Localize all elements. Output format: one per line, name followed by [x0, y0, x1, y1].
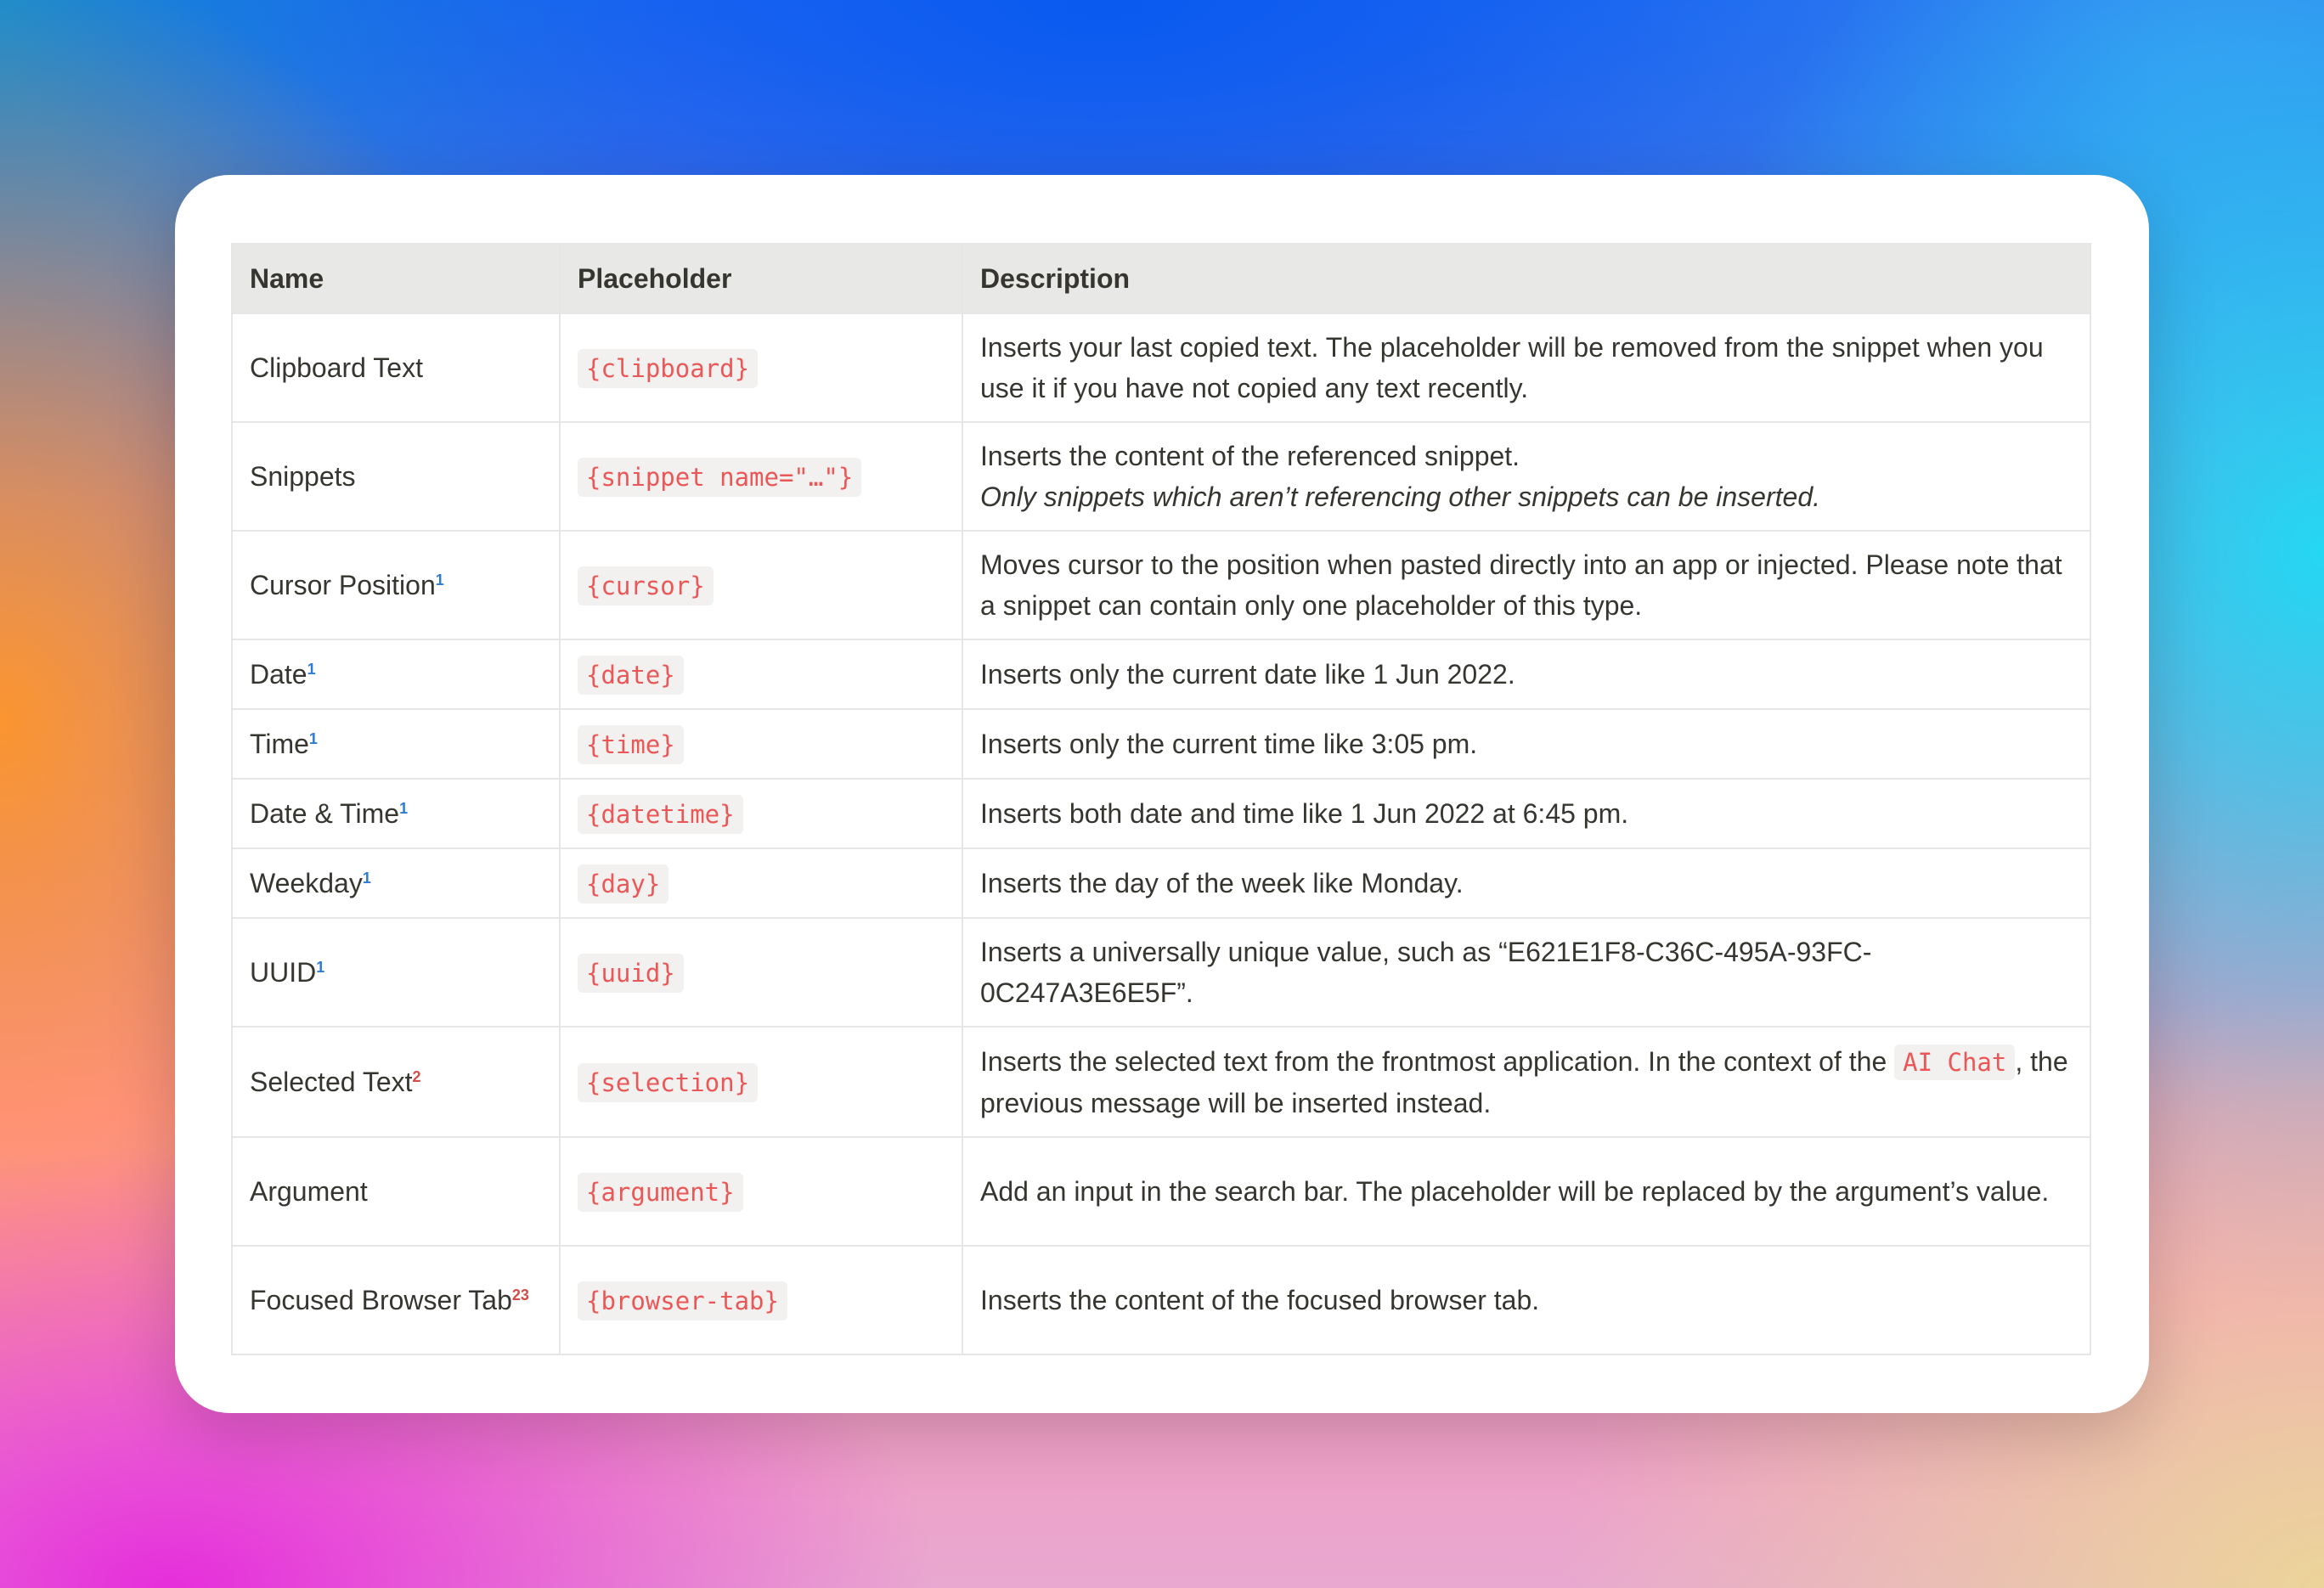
footnote-marker[interactable]: 1 [308, 730, 318, 747]
row-name [232, 1246, 560, 1354]
row-placeholder [560, 779, 962, 848]
table-row [232, 918, 2090, 1027]
row-placeholder [560, 639, 962, 709]
table-row [232, 639, 2090, 709]
table-row [232, 1027, 2090, 1137]
table-row [232, 422, 2090, 531]
row-placeholder [560, 848, 962, 918]
placeholder-code[interactable]: {selection} [578, 1063, 758, 1102]
row-placeholder [560, 709, 962, 779]
table-row [232, 1137, 2090, 1246]
row-name [232, 1137, 560, 1246]
table-row [232, 313, 2090, 422]
header-placeholder: Placeholder [560, 244, 962, 313]
row-name [232, 313, 560, 422]
row-name-text: Selected Text [250, 1067, 413, 1097]
row-placeholder [560, 422, 962, 531]
row-name-text: Focused Browser Tab [250, 1285, 512, 1315]
description-text: Inserts the selected text from the frontmost application. In the context of the [980, 1045, 1895, 1077]
row-description [962, 1027, 2090, 1137]
row-name [232, 422, 560, 531]
header-description: Description [962, 244, 2090, 313]
row-name [232, 639, 560, 709]
row-placeholder [560, 531, 962, 639]
placeholder-code[interactable]: {time} [578, 725, 684, 764]
placeholder-code[interactable]: {argument} [578, 1173, 743, 1212]
placeholder-code[interactable]: {date} [578, 656, 684, 695]
row-description [962, 422, 2090, 531]
row-name [232, 848, 560, 918]
row-name-text: Date & Time [250, 798, 400, 829]
footnote-marker[interactable]: 1 [362, 870, 371, 887]
row-placeholder [560, 918, 962, 1027]
content-card [175, 175, 2149, 1413]
row-name [232, 779, 560, 848]
row-name [232, 918, 560, 1027]
table-row [232, 1246, 2090, 1354]
row-description: Inserts your last copied text. The placeholder will be removed from the snippet when you use it if you have not copied any text recently. [962, 313, 2090, 422]
ai-chat-code: AI Chat [1894, 1045, 2015, 1080]
description-text: Inserts the content of the referenced snippet. [980, 441, 1520, 471]
row-name-text: Weekday [250, 868, 363, 898]
row-description: Inserts only the current time like 3:05 pm. [962, 709, 2090, 779]
row-placeholder [560, 1246, 962, 1354]
row-name [232, 1027, 560, 1137]
row-description: Inserts both date and time like 1 Jun 2022 at 6:45 pm. [962, 779, 2090, 848]
placeholder-code[interactable]: {clipboard} [578, 349, 758, 388]
placeholder-code[interactable]: {day} [578, 864, 668, 904]
row-name-text: Snippets [250, 461, 356, 492]
row-placeholder [560, 1027, 962, 1137]
row-name-text: UUID [250, 957, 317, 988]
table-row [232, 709, 2090, 779]
footnote-marker[interactable]: 1 [316, 959, 325, 976]
row-name [232, 531, 560, 639]
row-name-text: Cursor Position [250, 570, 436, 600]
footnote-marker[interactable]: 23 [511, 1287, 529, 1304]
row-placeholder [560, 1137, 962, 1246]
row-description: Add an input in the search bar. The placeholder will be replaced by the argument’s value. [962, 1137, 2090, 1246]
placeholder-code[interactable]: {uuid} [578, 954, 684, 993]
table-row [232, 779, 2090, 848]
footnote-marker[interactable]: 2 [412, 1068, 421, 1085]
header-name: Name [232, 244, 560, 313]
row-description: Inserts the content of the focused browser tab. [962, 1246, 2090, 1354]
row-name-text: Date [250, 659, 307, 690]
row-description: Inserts the day of the week like Monday. [962, 848, 2090, 918]
description-text-end: , the previous message will be inserted instead. [980, 1045, 2068, 1118]
placeholder-code[interactable]: {browser-tab} [578, 1281, 787, 1321]
description-note: Only snippets which aren’t referencing other snippets can be inserted. [980, 481, 1820, 512]
placeholder-code[interactable]: {snippet name="…"} [578, 458, 861, 497]
row-name-text: Time [250, 729, 309, 759]
row-description: Inserts only the current date like 1 Jun 2022. [962, 639, 2090, 709]
row-name-text: Clipboard Text [250, 352, 423, 383]
footnote-marker[interactable]: 1 [399, 800, 409, 817]
placeholders-table [231, 243, 2091, 1355]
footnote-marker[interactable]: 1 [307, 661, 316, 678]
table-header-row [232, 244, 2090, 313]
row-description: Moves cursor to the position when pasted directly into an app or injected. Please note that a snippet can contain only one placeholder of this type. [962, 531, 2090, 639]
placeholder-code[interactable]: {datetime} [578, 795, 743, 834]
row-name [232, 709, 560, 779]
row-description: Inserts a universally unique value, such as “E621E1F8-C36C-495A-93FC-0C247A3E6E5F”. [962, 918, 2090, 1027]
footnote-marker[interactable]: 1 [435, 572, 444, 588]
placeholder-code[interactable]: {cursor} [578, 566, 714, 605]
table-row [232, 531, 2090, 639]
row-name-text: Argument [250, 1176, 368, 1207]
table-row [232, 848, 2090, 918]
row-placeholder [560, 313, 962, 422]
